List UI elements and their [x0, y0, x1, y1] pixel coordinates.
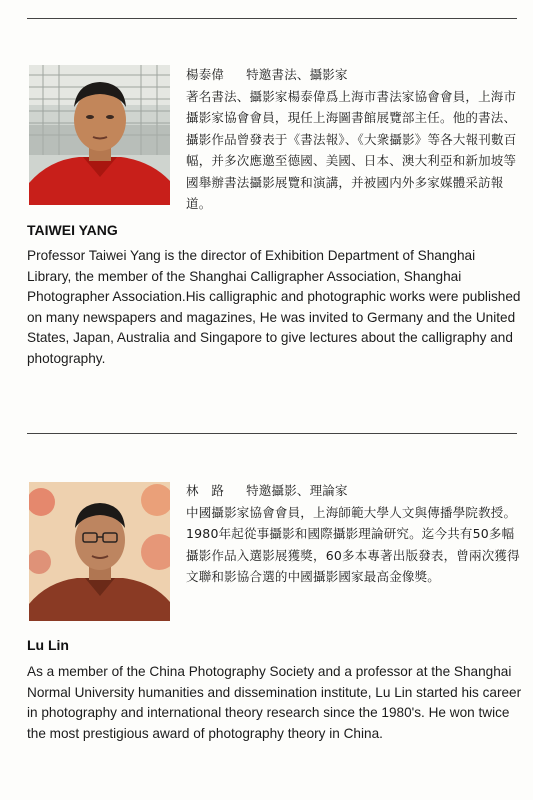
portrait-image: [29, 65, 170, 205]
profile-2-chinese-role: 特邀攝影、理論家: [246, 483, 348, 498]
profile-2-chinese-name: 林 路: [186, 483, 225, 498]
profile-1-chinese-bio: 著名書法、攝影家楊泰偉爲上海市書法家協會會員，上海市攝影家協會會員，現任上海圖書館展覽部主任。他的書法、攝影作品曾發表于《書法報》、《大衆攝影》等各大報刊數百幅，并多次應邀至德國、美國、日本、澳大利亞和新加坡等國舉辦書法攝影展覽和演講，并被國内外多家媒體采訪報道。: [186, 88, 517, 211]
profile-1-chinese-name: 楊泰偉: [186, 67, 225, 82]
middle-divider: [27, 433, 517, 434]
profile-2-english-name: Lu Lin: [27, 637, 69, 653]
profile-1-chinese-role: 特邀書法、攝影家: [246, 67, 348, 82]
portrait-photo-lu-lin: [29, 482, 170, 621]
profile-1-english-bio: Professor Taiwei Yang is the director of Exhibition Department of Shanghai Library, the member of the Shanghai Calligrapher Association, Shanghai Photographer Association.His calligraphic and photographic works were published on many newspapers and magazines, He was invited to Germany and the United States, Japan, Australia and Singapore to give lectures about the calligraphy and photography.: [27, 248, 521, 366]
profile-1-english-name: TAIWEI YANG: [27, 222, 118, 238]
portrait-photo-taiwei-yang: [29, 65, 170, 205]
profile-2-chinese-heading: [186, 480, 521, 502]
profile-2-chinese-bio: 中國攝影家協會會員，上海師範大學人文與傳播學院教授。1980年起從事攝影和國際攝影理論研究。迄今共有50多幅攝影作品入選影展獲獎，60多本專著出版發表，曾兩次獲得文聯和影協合選的中國攝影國家最高金像獎。: [186, 504, 520, 584]
profile-2-chinese-text: [186, 480, 521, 588]
profile-1-chinese-heading: [186, 64, 521, 86]
portrait-image: [29, 482, 170, 621]
profile-1-chinese-text: [186, 64, 521, 215]
top-divider: [27, 18, 517, 19]
profile-2-english-bio: As a member of the China Photography Society and a professor at the Shanghai Normal University humanities and dissemination institute, Lu Lin started his career in photography and international theory research since the 1980's. He won twice the most prestigious award of photography theory in China.: [27, 664, 522, 741]
